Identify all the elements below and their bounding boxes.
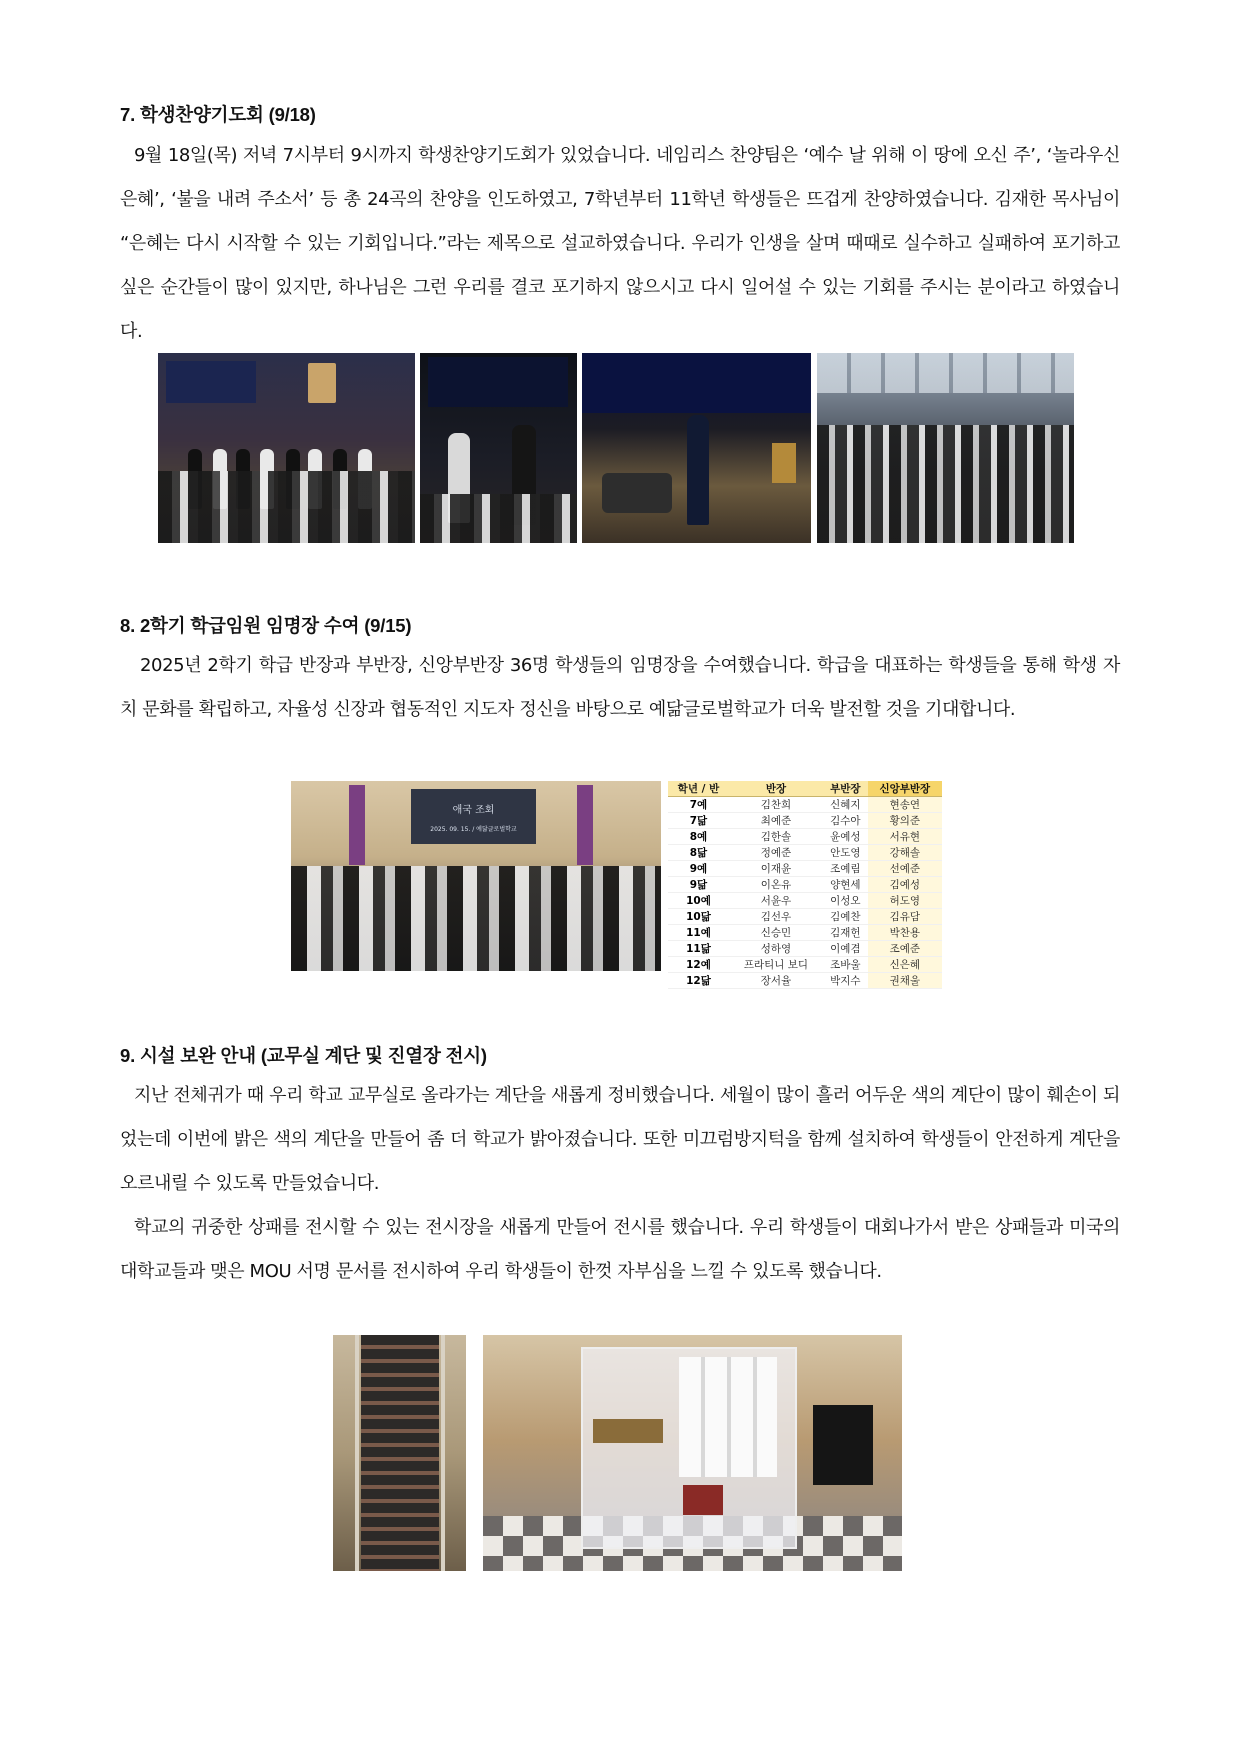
section-9-heading: 9. 시설 보완 안내 (교무실 계단 및 진열장 전시): [120, 1045, 487, 1066]
class-officers-table: [668, 781, 942, 987]
table-cell: 박찬용: [868, 925, 942, 941]
section-8-paragraph: 2025년 2학기 학급 반장과 부반장, 신앙부반장 36명 학생들의 임명장을 수여했습니다. 학급을 대표하는 학생들을 통해 학생 자치 문화를 확립하고, 자율성 신장과 협동적인 지도자 정신을 바탕으로 예닮글로벌학교가 더욱 발전할 것을 기대합니다.: [120, 655, 1120, 720]
table-cell: 강해솔: [868, 845, 942, 861]
table-cell: 김선우: [729, 909, 823, 925]
table-cell: 프라티니 보디: [729, 957, 823, 973]
table-cell: 이예겸: [823, 941, 868, 957]
table-row: [668, 893, 942, 909]
table-cell: 9예: [668, 861, 729, 877]
table-row: [668, 797, 942, 813]
table-row: [668, 813, 942, 829]
table-cell: 조바울: [823, 957, 868, 973]
table-cell: 김한솔: [729, 829, 823, 845]
table-cell: 12닮: [668, 973, 729, 989]
event-screen-subtitle: 2025. 09. 15. / 예닮글로벌학교: [430, 826, 517, 833]
students-praising-photo: [817, 353, 1074, 543]
table-cell: 김예성: [868, 877, 942, 893]
singers-photo: [420, 353, 577, 543]
table-cell: 서윤우: [729, 893, 823, 909]
table-cell: 김수아: [823, 813, 868, 829]
table-cell: 8닮: [668, 845, 729, 861]
table-cell: 허도영: [868, 893, 942, 909]
table-header-vice-president: 부반장: [823, 781, 868, 797]
table-cell: 양현세: [823, 877, 868, 893]
table-header-president: 반장: [729, 781, 823, 797]
table-row: [668, 941, 942, 957]
table-cell: 10닮: [668, 909, 729, 925]
section-8-heading: 8. 2학기 학급임원 임명장 수여 (9/15): [120, 615, 412, 636]
table-cell: 김찬희: [729, 797, 823, 813]
table-row: [668, 845, 942, 861]
table-cell: 신은혜: [868, 957, 942, 973]
table-cell: 선예준: [868, 861, 942, 877]
table-row: [668, 957, 942, 973]
table-cell: 최예준: [729, 813, 823, 829]
section-7-heading: 7. 학생찬양기도회 (9/18): [120, 104, 316, 125]
section-9-paragraph-1: 지난 전체귀가 때 우리 학교 교무실로 올라가는 계단을 새롭게 정비했습니다. 세월이 많이 흘러 어두운 색의 계단이 많이 훼손이 되었는데 이번에 밝은 색의 계단을 만들어 좀 더 학교가 밝아졌습니다. 또한 미끄럼방지턱을 함께 설치하여 학생들이 안전하게 계단을 오르내릴 수 있도록 만들었습니다.: [120, 1085, 1120, 1194]
table-cell: 장서율: [729, 973, 823, 989]
table-cell: 조예준: [868, 941, 942, 957]
section-7-paragraph: 9월 18일(목) 저녁 7시부터 9시까지 학생찬양기도회가 있었습니다. 네임리스 찬양팀은 ‘예수 날 위해 이 땅에 오신 주’, ‘놀라우신 은혜’, ‘불을 내려 주소서’ 등 총 24곡의 찬양을 인도하였고, 7학년부터 11학년 학생들은 뜨겁게 찬양하였습니다. 김재한 목사님이 “은혜는 다시 시작할 수 있는 기회입니다.”라는 제목으로 설교하였습니다. 우리가 인생을 살며 때때로 실수하고 실패하여 포기하고 싶은 순간들이 많이 있지만, 하나님은 그런 우리를 결코 포기하지 않으시고 다시 일어설 수 있는 기회를 주시는 분이라고 하였습니다.: [120, 145, 1120, 342]
table-cell: 박지수: [823, 973, 868, 989]
table-cell: 8예: [668, 829, 729, 845]
table-row: [668, 877, 942, 893]
table-cell: 서유현: [868, 829, 942, 845]
appointment-group-photo: [291, 781, 661, 971]
pastor-sermon-photo: [582, 353, 811, 543]
table-cell: 안도영: [823, 845, 868, 861]
table-cell: 황의준: [868, 813, 942, 829]
table-cell: 현송연: [868, 797, 942, 813]
table-cell: 9닮: [668, 877, 729, 893]
staircase-photo: [333, 1335, 466, 1571]
trophy-display-case-photo: [483, 1335, 902, 1571]
table-cell: 7닮: [668, 813, 729, 829]
table-cell: 윤예성: [823, 829, 868, 845]
event-screen: [411, 789, 536, 844]
table-cell: 김유담: [868, 909, 942, 925]
table-row: [668, 925, 942, 941]
table-header-class: 학년 / 반: [668, 781, 729, 797]
table-cell: 이재윤: [729, 861, 823, 877]
table-header-faith-vice-president: 신앙부반장: [868, 781, 942, 797]
lyrics-screen: [166, 361, 256, 403]
section-9-paragraph-2: 학교의 귀중한 상패를 전시할 수 있는 전시장을 새롭게 만들어 전시를 했습니다. 우리 학생들이 대회나가서 받은 상패들과 미국의 대학교들과 맺은 MOU 서명 문서를 전시하여 우리 학생들이 한껏 자부심을 느낄 수 있도록 했습니다.: [120, 1217, 1120, 1282]
table-cell: 신혜지: [823, 797, 868, 813]
worship-band-photo: [158, 353, 415, 543]
table-cell: 12예: [668, 957, 729, 973]
table-cell: 7예: [668, 797, 729, 813]
event-screen-title: 애국 조회: [452, 805, 495, 816]
table-cell: 신승민: [729, 925, 823, 941]
table-cell: 권채울: [868, 973, 942, 989]
table-cell: 성하영: [729, 941, 823, 957]
table-cell: 이온유: [729, 877, 823, 893]
table-cell: 이성오: [823, 893, 868, 909]
table-cell: 11닮: [668, 941, 729, 957]
table-row: [668, 973, 942, 989]
table-row: [668, 909, 942, 925]
table-cell: 정예준: [729, 845, 823, 861]
table-cell: 김예찬: [823, 909, 868, 925]
table-cell: 11예: [668, 925, 729, 941]
table-cell: 조예림: [823, 861, 868, 877]
table-row: [668, 861, 942, 877]
table-row: [668, 829, 942, 845]
table-cell: 김재헌: [823, 925, 868, 941]
table-cell: 10예: [668, 893, 729, 909]
